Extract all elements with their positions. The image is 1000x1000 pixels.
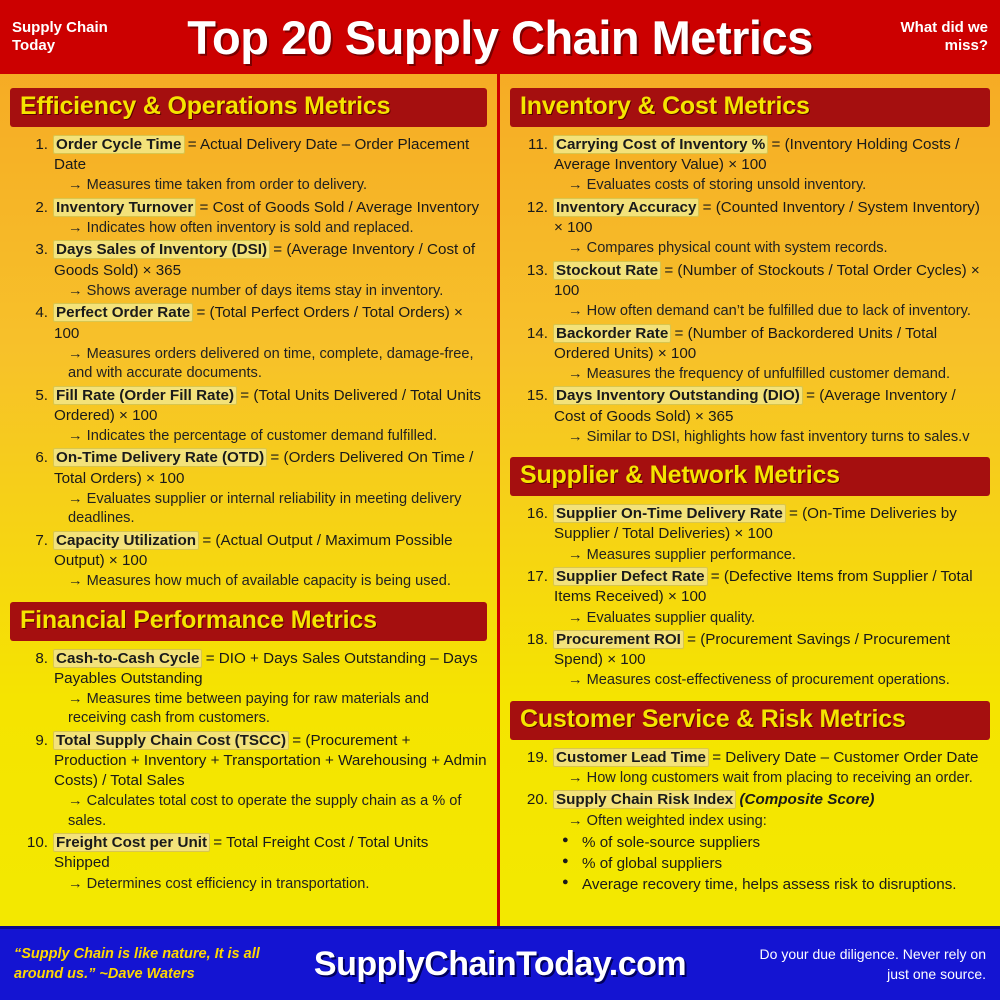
metric-formula: = (Procurement + Production + Inventory + Transportation + Warehousing + Admin Costs) / Total Sales <box>54 731 487 790</box>
risk-index-bullets <box>510 833 990 896</box>
metric-formula: = (Total Units Delivered / Total Units Ordered) × 100 <box>54 386 482 424</box>
metric-term: Total Supply Chain Cost (TSCC) <box>56 731 287 749</box>
metric-note: → Indicates how often inventory is sold and replaced. <box>68 220 414 237</box>
metric-formula: = (Defective Items from Supplier / Total Items Received) × 100 <box>554 568 973 606</box>
list-item <box>10 135 487 196</box>
metric-note: → Measures how much of available capacity is being used. <box>68 573 451 590</box>
metric-note: → Measures supplier performance. <box>568 546 796 563</box>
item-number: 12. <box>526 198 548 216</box>
metric-term: Supplier On-Time Delivery Rate <box>556 505 783 523</box>
item-number: 16. <box>526 505 548 523</box>
metric-term: Carrying Cost of Inventory % <box>556 136 766 153</box>
metric-term: Supply Chain Risk Index <box>556 791 734 809</box>
metric-formula: = (Inventory Holding Costs / Average Inventory Value) × 100 <box>554 136 960 174</box>
metric-term: Inventory Accuracy <box>556 198 697 216</box>
item-number: 1. <box>35 136 48 153</box>
metric-formula: = (Number of Stockouts / Total Order Cycles) × 100 <box>554 261 980 299</box>
list-item <box>10 649 487 729</box>
list-item <box>510 630 990 691</box>
list-item: ● % of global suppliers <box>568 854 990 875</box>
metric-list-inventory <box>510 135 990 447</box>
header-prompt: What did we miss? <box>900 19 988 54</box>
right-column <box>500 74 1000 926</box>
list-item <box>510 198 990 259</box>
metric-formula: = (Orders Delivered On Time / Total Orders) × 100 <box>54 449 474 487</box>
content-columns <box>0 74 1000 926</box>
metric-formula: = (On-Time Deliveries by Supplier / Total Deliveries) × 100 <box>554 505 957 543</box>
metric-formula: = (Counted Inventory / System Inventory) × 100 <box>554 198 980 237</box>
metric-term: Freight Cost per Unit <box>56 834 208 852</box>
metric-formula: = (Average Inventory / Cost of Goods Sold) × 365 <box>54 241 476 279</box>
item-number: 5. <box>35 386 48 404</box>
list-item <box>510 386 990 447</box>
item-number: 15. <box>526 387 548 405</box>
page-footer <box>0 926 1000 1000</box>
metric-formula: = (Average Inventory / Cost of Goods Sold) × 365 <box>554 387 956 425</box>
metric-term: Procurement ROI <box>556 630 681 648</box>
metric-term: Customer Lead Time <box>556 748 706 766</box>
metric-term: On-Time Delivery Rate (OTD) <box>56 449 265 467</box>
page-header <box>0 0 1000 74</box>
metric-term: Days Sales of Inventory (DSI) <box>56 241 268 259</box>
item-number: 20. <box>526 791 548 809</box>
metric-note: → Often weighted index using: <box>568 812 767 829</box>
section-title-customer: Customer Service & Risk Metrics <box>510 701 990 740</box>
list-item <box>510 261 990 322</box>
list-item <box>510 504 990 565</box>
metric-list-supplier <box>510 504 990 691</box>
item-number: 2. <box>35 198 48 216</box>
list-item <box>10 731 487 831</box>
metric-note: → Measures cost-effectiveness of procurement operations. <box>568 672 950 689</box>
list-item <box>510 567 990 628</box>
left-column <box>0 74 500 926</box>
list-item: ● % of sole-source suppliers <box>568 833 990 854</box>
item-number: 11. <box>528 136 548 153</box>
section-title-inventory: Inventory & Cost Metrics <box>510 88 990 127</box>
metric-note: → Evaluates supplier or internal reliability in meeting delivery deadlines. <box>68 490 462 527</box>
metric-note: → Measures time between paying for raw materials and receiving cash from customers. <box>68 690 429 727</box>
metric-note: → Evaluates supplier quality. <box>568 609 756 626</box>
item-number: 10. <box>26 834 48 852</box>
item-number: 7. <box>35 531 48 549</box>
item-number: 14. <box>526 324 548 342</box>
metric-list-financial <box>10 649 487 895</box>
list-item <box>10 531 487 592</box>
metric-note: → Calculates total cost to operate the supply chain as a % of sales. <box>68 793 462 829</box>
list-item: ● Average recovery time, helps assess risk to disruptions. <box>568 875 990 896</box>
metric-note: → Indicates the percentage of customer demand fulfilled. <box>68 428 438 444</box>
item-number: 9. <box>35 731 48 749</box>
metric-term: Days Inventory Outstanding (DIO) <box>556 387 800 405</box>
item-number: 18. <box>526 630 548 648</box>
metric-formula: = (Total Perfect Orders / Total Orders) × 100 <box>54 304 463 342</box>
metric-note: → Measures time taken from order to delivery. <box>68 177 368 194</box>
metric-term: Stockout Rate <box>556 261 659 279</box>
metric-formula: = Actual Delivery Date – Order Placement Date <box>54 136 470 174</box>
metric-formula: = Total Freight Cost / Total Units Shipped <box>54 834 429 872</box>
section-title-efficiency: Efficiency & Operations Metrics <box>10 88 487 127</box>
metric-formula: = DIO + Days Sales Outstanding – Days Payables Outstanding <box>54 649 478 687</box>
item-number: 17. <box>526 568 548 586</box>
page-title: Top 20 Supply Chain Metrics <box>187 10 813 64</box>
metric-formula: = Delivery Date – Customer Order Date <box>712 748 979 766</box>
footer-disclaimer: Do your due diligence. Never rely on just one source. <box>759 945 986 982</box>
list-item <box>510 790 990 831</box>
metric-term: Capacity Utilization <box>56 531 197 549</box>
metric-term: Inventory Turnover <box>56 198 194 216</box>
list-item <box>10 386 487 447</box>
metric-list-efficiency <box>10 135 487 592</box>
item-number: 19. <box>526 748 548 766</box>
metric-note: → Measures the frequency of unfulfilled customer demand. <box>568 365 951 382</box>
metric-note: → Measures orders delivered on time, complete, damage-free, and with accurate documents. <box>68 345 474 382</box>
metric-term: Fill Rate (Order Fill Rate) <box>56 386 235 404</box>
metric-term: Order Cycle Time <box>56 136 182 153</box>
list-item <box>510 324 990 385</box>
metric-formula: = (Procurement Savings / Procurement Spend) × 100 <box>554 630 951 669</box>
footer-site-link[interactable]: SupplyChainToday.com <box>313 945 687 983</box>
item-number: 6. <box>35 449 48 467</box>
metric-note: → Shows average number of days items stay in inventory. <box>68 282 444 299</box>
item-number: 4. <box>35 304 48 322</box>
section-title-supplier: Supplier & Network Metrics <box>510 457 990 496</box>
list-item <box>10 198 487 239</box>
item-number: 3. <box>35 241 48 259</box>
metric-term: Backorder Rate <box>556 324 669 342</box>
item-number: 13. <box>526 261 548 279</box>
list-item <box>510 748 990 789</box>
metric-note: → Determines cost efficiency in transportation. <box>68 875 370 892</box>
metric-note: → Compares physical count with system records. <box>568 240 888 257</box>
metric-formula: = (Actual Output / Maximum Possible Output) × 100 <box>54 531 453 569</box>
metric-note: → How often demand can’t be fulfilled due to lack of inventory. <box>568 303 971 320</box>
footer-quote: “Supply Chain is like nature, It is all around us.” ~Dave Waters <box>14 945 260 982</box>
metric-formula: = (Number of Backordered Units / Total Ordered Units) × 100 <box>554 324 938 362</box>
metric-list-customer <box>510 748 990 831</box>
metric-term: Perfect Order Rate <box>56 304 191 322</box>
metric-formula: = Cost of Goods Sold / Average Inventory <box>199 198 480 216</box>
item-number: 8. <box>35 649 48 667</box>
list-item <box>10 833 487 894</box>
metric-term: Supplier Defect Rate <box>556 568 705 586</box>
list-item <box>10 448 487 528</box>
metric-note: → Similar to DSI, highlights how fast inventory turns to sales.v <box>568 428 970 445</box>
brand-label: Supply Chain Today <box>12 19 108 54</box>
metric-term: Cash-to-Cash Cycle <box>56 649 200 667</box>
metric-note: → Evaluates costs of storing unsold inventory. <box>568 177 867 194</box>
section-title-financial: Financial Performance Metrics <box>10 602 487 641</box>
metric-note: → How long customers wait from placing to receiving an order. <box>568 769 973 786</box>
metric-formula: (Composite Score) <box>739 791 875 809</box>
list-item <box>10 240 487 301</box>
list-item <box>510 135 990 196</box>
list-item <box>10 303 487 383</box>
